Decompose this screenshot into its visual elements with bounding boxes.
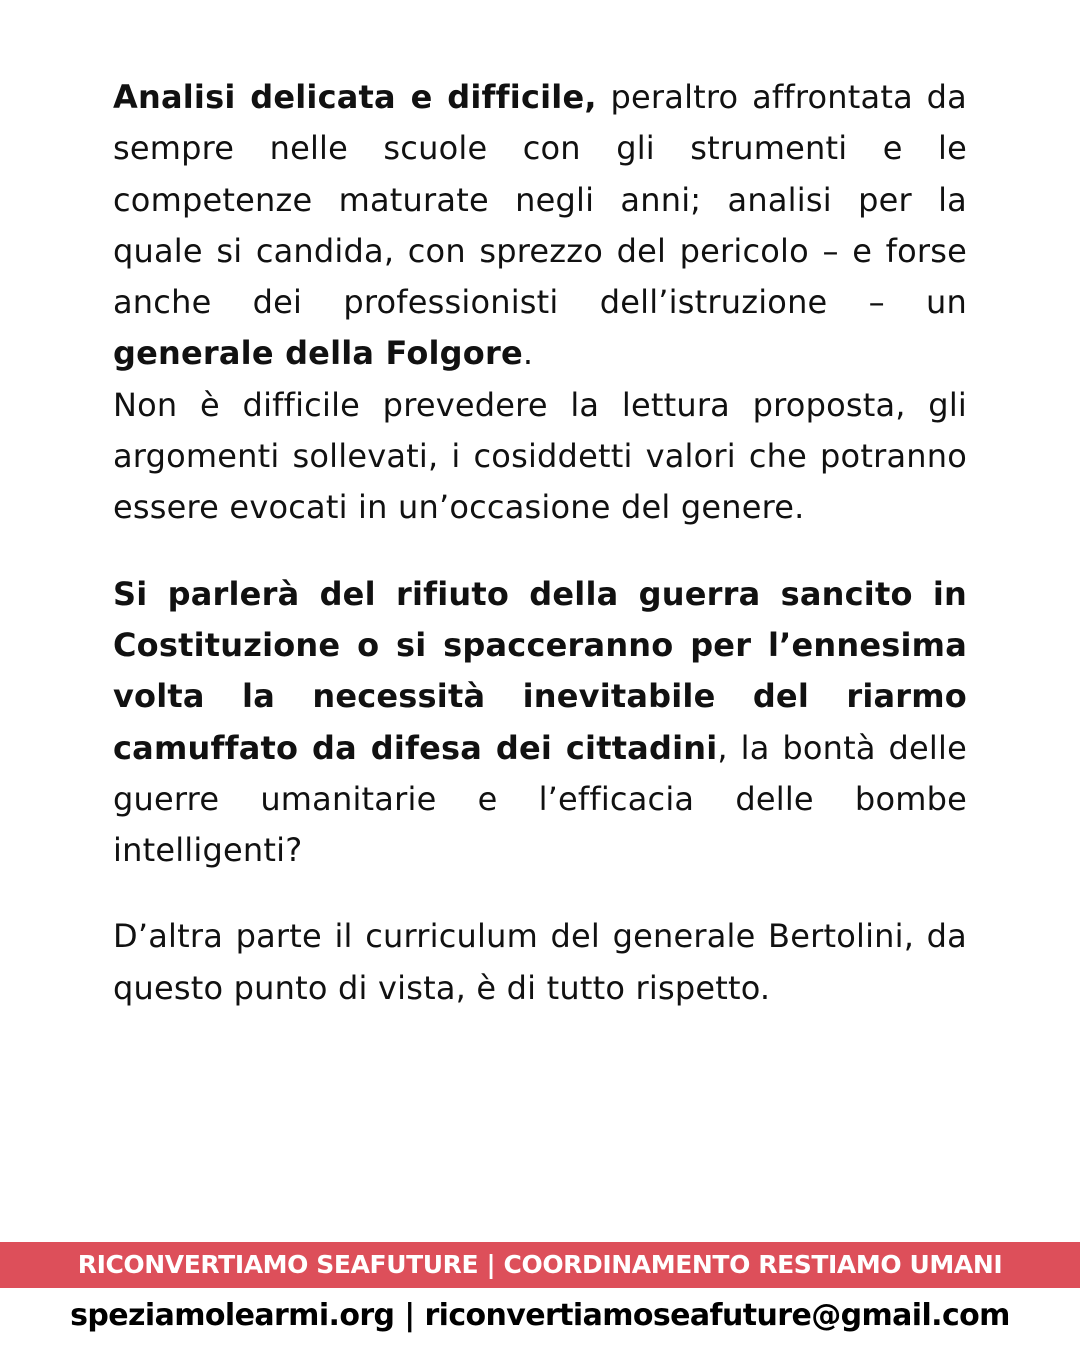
paragraph-3-text: , la bontà delle guerre umanitarie e l’efficacia delle bombe intelligenti? bbox=[113, 728, 967, 870]
paragraph-2: Non è difficile prevedere la lettura proposta, gli argomenti sollevati, i cosiddetti valori che potranno essere evocati in un’occasione del genere. bbox=[113, 385, 967, 527]
paragraph-3 bbox=[113, 569, 967, 877]
paragraph-1-text-a: peraltro affrontata da sempre nelle scuole con gli strumenti e le competenze maturate negli anni; analisi per la quale si candida, con sprezzo del pericolo – e forse anche dei professionisti dell’istruzione – un bbox=[113, 78, 967, 322]
paragraph-1-bold-mid: generale della Folgore bbox=[113, 334, 523, 373]
footer-contacts: speziamolearmi.org | riconvertiamoseafuture@gmail.com bbox=[70, 1298, 1010, 1333]
paragraph-3-bold-lead: Si parlerà del rifiuto della guerra sancito in Costituzione o si spacceranno per l’ennesima volta la necessità inevitabile del riarmo camuffato da difesa dei cittadini bbox=[113, 574, 967, 767]
footer-banner: RICONVERTIAMO SEAFUTURE | COORDINAMENTO RESTIAMO UMANI bbox=[0, 1242, 1080, 1288]
paragraph-4: D’altra parte il curriculum del generale Bertolini, da questo punto di vista, è di tutto rispetto. bbox=[113, 917, 967, 1007]
paragraph-1 bbox=[113, 72, 967, 380]
paragraph-1-text-b: . bbox=[522, 334, 534, 373]
paragraph-1-bold-lead: Analisi delicata e difficile, bbox=[113, 78, 597, 116]
article-body bbox=[113, 72, 967, 1014]
